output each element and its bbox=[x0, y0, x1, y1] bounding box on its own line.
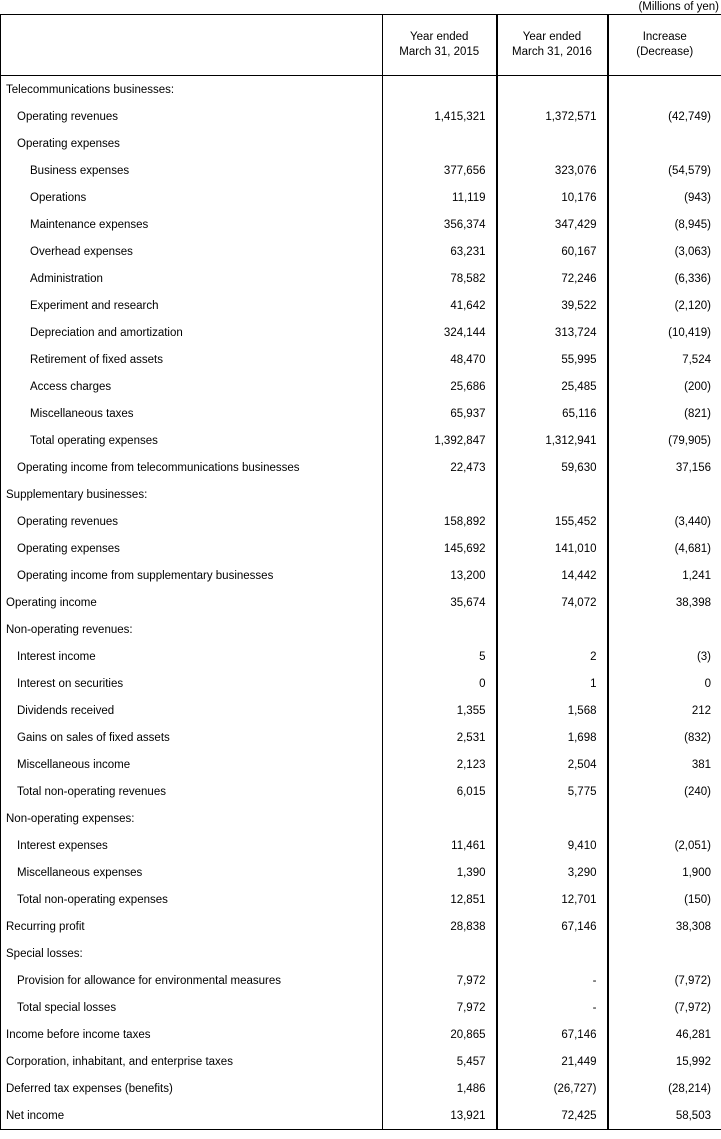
cell-year-2016: 39,522 bbox=[497, 292, 608, 319]
column-header-increase-decrease bbox=[608, 15, 721, 76]
cell-year-2015 bbox=[383, 616, 497, 643]
cell-year-2016: 155,452 bbox=[497, 508, 608, 535]
cell-year-2016: 65,116 bbox=[497, 400, 608, 427]
column-header-year-2015-line1: Year ended bbox=[410, 31, 469, 43]
row-label: Operating revenues bbox=[17, 110, 119, 123]
cell-year-2015: 1,355 bbox=[383, 697, 497, 724]
table-row bbox=[1, 157, 721, 184]
cell-year-2015: 377,656 bbox=[383, 157, 497, 184]
cell-year-2016: 14,442 bbox=[497, 562, 608, 589]
table-row bbox=[1, 1075, 721, 1102]
cell-year-2016: 5,775 bbox=[497, 778, 608, 805]
cell-year-2016 bbox=[497, 940, 608, 967]
table-row bbox=[1, 211, 721, 238]
column-header-increase-line1: Increase bbox=[642, 31, 687, 43]
cell-increase-decrease: 37,156 bbox=[675, 461, 711, 474]
cell-increase-decrease bbox=[608, 805, 721, 832]
row-label: Net income bbox=[6, 1109, 65, 1122]
table-row bbox=[1, 292, 721, 319]
table-row bbox=[1, 670, 721, 697]
cell-increase-decrease: (3) bbox=[696, 650, 711, 663]
table-row bbox=[1, 778, 721, 805]
table-row bbox=[1, 1048, 721, 1075]
table-row bbox=[1, 1021, 721, 1048]
cell-year-2016 bbox=[497, 481, 608, 508]
cell-increase-decrease: 38,398 bbox=[675, 596, 711, 609]
table-row bbox=[1, 103, 721, 130]
column-header-label bbox=[1, 15, 383, 76]
row-label: Access charges bbox=[30, 380, 112, 393]
table-row bbox=[1, 535, 721, 562]
cell-year-2015: 13,200 bbox=[383, 562, 497, 589]
table-row bbox=[1, 886, 721, 913]
row-label: Interest income bbox=[17, 650, 96, 663]
cell-year-2015: 1,486 bbox=[383, 1075, 497, 1102]
cell-year-2016: 67,146 bbox=[497, 913, 608, 940]
cell-year-2016: 313,724 bbox=[497, 319, 608, 346]
cell-increase-decrease: (3,063) bbox=[674, 245, 711, 258]
cell-year-2016: 12,701 bbox=[497, 886, 608, 913]
cell-year-2015: 65,937 bbox=[383, 400, 497, 427]
table-row bbox=[1, 76, 721, 104]
table-row bbox=[1, 508, 721, 535]
cell-year-2015: 22,473 bbox=[383, 454, 497, 481]
cell-year-2015: 5,457 bbox=[383, 1048, 497, 1075]
row-label: Business expenses bbox=[30, 164, 130, 177]
cell-increase-decrease: 38,308 bbox=[675, 920, 711, 933]
cell-year-2015: 11,461 bbox=[383, 832, 497, 859]
cell-year-2015: 20,865 bbox=[383, 1021, 497, 1048]
row-label: Administration bbox=[30, 272, 103, 285]
cell-year-2015: 11,119 bbox=[383, 184, 497, 211]
cell-increase-decrease: 58,503 bbox=[675, 1109, 711, 1122]
row-label: Dividends received bbox=[17, 704, 115, 717]
table-row bbox=[1, 805, 721, 832]
cell-year-2015: 78,582 bbox=[383, 265, 497, 292]
cell-year-2015: 1,390 bbox=[383, 859, 497, 886]
row-label: Special losses: bbox=[6, 947, 83, 960]
cell-year-2015: 7,972 bbox=[383, 994, 497, 1021]
cell-increase-decrease: (2,120) bbox=[674, 299, 711, 312]
row-label: Provision for allowance for environmental measures bbox=[17, 974, 281, 987]
row-label: Total special losses bbox=[17, 1001, 117, 1014]
row-label: Supplementary businesses: bbox=[6, 488, 148, 501]
column-header-year-2015-line2: March 31, 2015 bbox=[399, 46, 480, 58]
cell-year-2016 bbox=[497, 805, 608, 832]
table-row bbox=[1, 184, 721, 211]
cell-year-2016: 141,010 bbox=[497, 535, 608, 562]
cell-year-2015: 158,892 bbox=[383, 508, 497, 535]
cell-year-2015 bbox=[383, 76, 497, 104]
cell-year-2016: 21,449 bbox=[497, 1048, 608, 1075]
cell-year-2016: 347,429 bbox=[497, 211, 608, 238]
income-statement-table bbox=[0, 14, 721, 1130]
cell-increase-decrease: 46,281 bbox=[675, 1028, 711, 1041]
cell-increase-decrease: (54,579) bbox=[668, 164, 711, 177]
table-row bbox=[1, 319, 721, 346]
cell-year-2016: 60,167 bbox=[497, 238, 608, 265]
cell-year-2015: 0 bbox=[383, 670, 497, 697]
table-row bbox=[1, 751, 721, 778]
cell-increase-decrease: (150) bbox=[684, 893, 711, 906]
table-row bbox=[1, 265, 721, 292]
table-row bbox=[1, 238, 721, 265]
cell-increase-decrease: (2,051) bbox=[674, 839, 711, 852]
cell-year-2015: 145,692 bbox=[383, 535, 497, 562]
table-row bbox=[1, 1102, 721, 1130]
cell-year-2016: 3,290 bbox=[497, 859, 608, 886]
cell-increase-decrease: 15,992 bbox=[675, 1055, 711, 1068]
cell-year-2016: 2,504 bbox=[497, 751, 608, 778]
cell-year-2016: - bbox=[497, 994, 608, 1021]
cell-year-2016 bbox=[497, 616, 608, 643]
cell-year-2015: 35,674 bbox=[383, 589, 497, 616]
cell-increase-decrease bbox=[608, 940, 721, 967]
cell-year-2015: 324,144 bbox=[383, 319, 497, 346]
cell-year-2016: 72,246 bbox=[497, 265, 608, 292]
table-row bbox=[1, 724, 721, 751]
cell-year-2016: 9,410 bbox=[497, 832, 608, 859]
cell-increase-decrease: 212 bbox=[691, 704, 711, 717]
cell-year-2016: 59,630 bbox=[497, 454, 608, 481]
units-note: (Millions of yen) bbox=[638, 1, 719, 13]
cell-increase-decrease: 1,241 bbox=[682, 569, 711, 582]
cell-year-2015 bbox=[383, 940, 497, 967]
cell-increase-decrease: (10,419) bbox=[668, 326, 711, 339]
row-label: Miscellaneous expenses bbox=[17, 866, 143, 879]
cell-year-2016: 1,568 bbox=[497, 697, 608, 724]
cell-increase-decrease: (821) bbox=[684, 407, 711, 420]
column-header-year-2015 bbox=[383, 15, 497, 76]
cell-increase-decrease: 0 bbox=[704, 677, 711, 690]
row-label: Total non-operating expenses bbox=[17, 893, 168, 906]
cell-increase-decrease bbox=[608, 130, 721, 157]
cell-year-2015: 2,531 bbox=[383, 724, 497, 751]
cell-year-2016: 74,072 bbox=[497, 589, 608, 616]
cell-year-2015: 48,470 bbox=[383, 346, 497, 373]
row-label: Miscellaneous income bbox=[17, 758, 131, 771]
cell-year-2016: 25,485 bbox=[497, 373, 608, 400]
table-row bbox=[1, 562, 721, 589]
row-label: Operating income from supplementary businesses bbox=[17, 569, 274, 582]
cell-year-2016 bbox=[497, 130, 608, 157]
cell-year-2015: 63,231 bbox=[383, 238, 497, 265]
cell-year-2015 bbox=[383, 130, 497, 157]
cell-increase-decrease: (200) bbox=[684, 380, 711, 393]
cell-year-2015 bbox=[383, 481, 497, 508]
row-label: Gains on sales of fixed assets bbox=[17, 731, 170, 744]
cell-increase-decrease: (943) bbox=[684, 191, 711, 204]
row-label: Miscellaneous taxes bbox=[30, 407, 134, 420]
table-row bbox=[1, 913, 721, 940]
column-header-year-2016 bbox=[497, 15, 608, 76]
income-statement-table-wrapper bbox=[0, 14, 721, 1130]
cell-increase-decrease: (8,945) bbox=[674, 218, 711, 231]
cell-year-2016: (26,727) bbox=[497, 1075, 608, 1102]
row-label: Maintenance expenses bbox=[30, 218, 149, 231]
row-label: Recurring profit bbox=[6, 920, 85, 933]
row-label: Interest on securities bbox=[17, 677, 124, 690]
row-label: Overhead expenses bbox=[30, 245, 133, 258]
cell-year-2015: 5 bbox=[383, 643, 497, 670]
cell-year-2016 bbox=[497, 76, 608, 104]
cell-year-2016: 67,146 bbox=[497, 1021, 608, 1048]
cell-year-2015: 28,838 bbox=[383, 913, 497, 940]
row-label: Non-operating expenses: bbox=[6, 812, 135, 825]
cell-increase-decrease bbox=[608, 76, 721, 104]
cell-year-2016: 1,312,941 bbox=[497, 427, 608, 454]
cell-increase-decrease: 7,524 bbox=[682, 353, 711, 366]
cell-increase-decrease bbox=[608, 616, 721, 643]
cell-increase-decrease: 381 bbox=[691, 758, 711, 771]
table-row bbox=[1, 130, 721, 157]
cell-increase-decrease: (28,214) bbox=[668, 1082, 711, 1095]
cell-increase-decrease: (4,681) bbox=[674, 542, 711, 555]
cell-year-2015: 41,642 bbox=[383, 292, 497, 319]
row-label: Operating income bbox=[6, 596, 97, 609]
cell-year-2016: 1 bbox=[497, 670, 608, 697]
row-label: Operating revenues bbox=[17, 515, 119, 528]
table-row bbox=[1, 697, 721, 724]
cell-year-2015: 2,123 bbox=[383, 751, 497, 778]
cell-year-2016: 1,372,571 bbox=[497, 103, 608, 130]
table-header-row bbox=[1, 15, 721, 76]
cell-year-2015: 356,374 bbox=[383, 211, 497, 238]
cell-year-2015: 12,851 bbox=[383, 886, 497, 913]
cell-year-2015: 25,686 bbox=[383, 373, 497, 400]
cell-year-2016: - bbox=[497, 967, 608, 994]
cell-year-2015: 1,392,847 bbox=[383, 427, 497, 454]
table-row bbox=[1, 643, 721, 670]
cell-increase-decrease: (79,905) bbox=[668, 434, 711, 447]
cell-year-2016: 10,176 bbox=[497, 184, 608, 211]
cell-year-2016: 323,076 bbox=[497, 157, 608, 184]
table-row bbox=[1, 832, 721, 859]
table-row bbox=[1, 427, 721, 454]
cell-year-2015: 6,015 bbox=[383, 778, 497, 805]
table-row bbox=[1, 940, 721, 967]
cell-year-2015: 13,921 bbox=[383, 1102, 497, 1130]
table-row bbox=[1, 967, 721, 994]
table-row bbox=[1, 346, 721, 373]
table-header bbox=[1, 15, 721, 76]
row-label: Total non-operating revenues bbox=[17, 785, 166, 798]
row-label: Deferred tax expenses (benefits) bbox=[6, 1082, 173, 1095]
row-label: Depreciation and amortization bbox=[30, 326, 183, 339]
cell-year-2016: 2 bbox=[497, 643, 608, 670]
column-header-year-2016-line2: March 31, 2016 bbox=[512, 46, 592, 58]
cell-year-2016: 55,995 bbox=[497, 346, 608, 373]
cell-year-2016: 1,698 bbox=[497, 724, 608, 751]
table-row bbox=[1, 589, 721, 616]
cell-year-2015 bbox=[383, 805, 497, 832]
table-row bbox=[1, 481, 721, 508]
column-header-increase-line2: (Decrease) bbox=[636, 46, 694, 58]
row-label: Operating expenses bbox=[17, 137, 120, 150]
row-label: Retirement of fixed assets bbox=[30, 353, 163, 366]
cell-year-2016: 72,425 bbox=[497, 1102, 608, 1130]
table-row bbox=[1, 616, 721, 643]
row-label: Income before income taxes bbox=[6, 1028, 151, 1041]
column-header-year-2016-line1: Year ended bbox=[522, 31, 582, 43]
cell-increase-decrease: (7,972) bbox=[674, 974, 711, 987]
cell-increase-decrease: (6,336) bbox=[674, 272, 711, 285]
cell-increase-decrease: (240) bbox=[684, 785, 711, 798]
table-body bbox=[1, 76, 721, 1130]
cell-increase-decrease: (7,972) bbox=[674, 1001, 711, 1014]
cell-increase-decrease: (42,749) bbox=[668, 110, 711, 123]
row-label: Operating income from telecommunications businesses bbox=[17, 461, 300, 474]
table-row bbox=[1, 454, 721, 481]
row-label: Interest expenses bbox=[17, 839, 108, 852]
cell-increase-decrease: (3,440) bbox=[674, 515, 711, 528]
cell-year-2015: 1,415,321 bbox=[383, 103, 497, 130]
cell-year-2015: 7,972 bbox=[383, 967, 497, 994]
table-row bbox=[1, 400, 721, 427]
cell-increase-decrease: (832) bbox=[684, 731, 711, 744]
row-label: Non-operating revenues: bbox=[6, 623, 133, 636]
row-label: Telecommunications businesses: bbox=[6, 83, 175, 96]
row-label: Total operating expenses bbox=[30, 434, 158, 447]
row-label: Experiment and research bbox=[30, 299, 159, 312]
table-row bbox=[1, 373, 721, 400]
row-label: Corporation, inhabitant, and enterprise taxes bbox=[6, 1055, 233, 1068]
cell-increase-decrease: 1,900 bbox=[682, 866, 711, 879]
cell-increase-decrease bbox=[608, 481, 721, 508]
row-label: Operating expenses bbox=[17, 542, 120, 555]
table-row bbox=[1, 994, 721, 1021]
row-label: Operations bbox=[30, 191, 87, 204]
table-row bbox=[1, 859, 721, 886]
